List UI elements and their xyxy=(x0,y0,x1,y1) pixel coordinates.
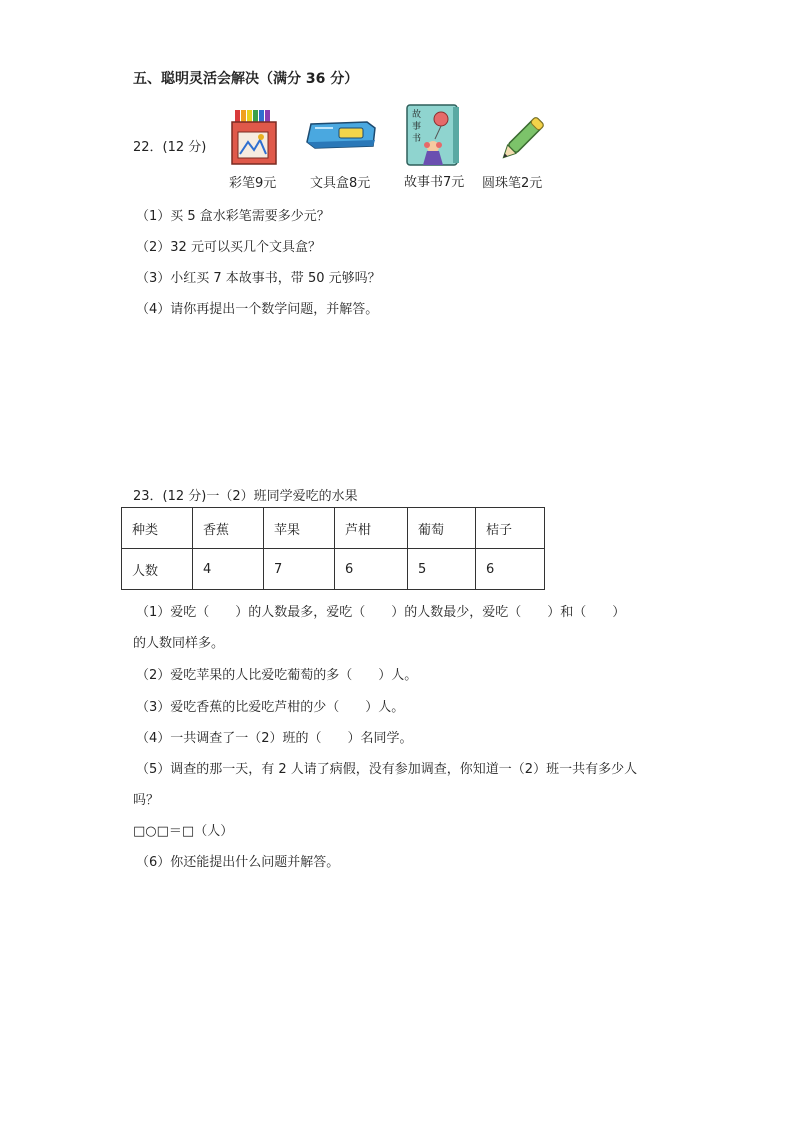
table-cell: 芦柑 xyxy=(335,508,408,549)
item-caption: 文具盒8元 xyxy=(310,176,371,191)
table-cell: 4 xyxy=(193,549,264,590)
q23-question-5: （5）调查的那一天，有 2 人请了病假，没有参加调查，你知道一（2）班一共有多少人 xyxy=(136,762,638,777)
q23-question-2: （2）爱吃苹果的人比爱吃葡萄的多（ ）人。 xyxy=(136,668,418,683)
table-cell: 苹果 xyxy=(264,508,335,549)
item-caption: 故事书7元 xyxy=(404,175,465,190)
book-cover-char-3: 书 xyxy=(412,134,422,144)
story-book-icon xyxy=(405,103,463,167)
item-story-book xyxy=(404,103,465,190)
q22-question-2: （2）32 元可以买几个文具盒？ xyxy=(136,240,321,255)
item-crayons xyxy=(229,108,279,191)
table-cell: 7 xyxy=(264,549,335,590)
question-22-label: 22．(12 分) xyxy=(133,140,207,155)
table-row xyxy=(122,549,545,590)
answer-template: □○□＝□（人） xyxy=(133,824,234,839)
book-cover-char-1: 故 xyxy=(412,110,422,120)
q23-question-1: （1）爱吃（ ）的人数最多，爱吃（ ）的人数最少，爱吃（ ）和（ ） xyxy=(136,605,626,620)
book-cover-char-2: 事 xyxy=(412,122,422,132)
table-cell: 桔子 xyxy=(476,508,545,549)
q22-question-1: （1）买 5 盒水彩笔需要多少元？ xyxy=(136,209,330,224)
q23-question-1-cont: 的人数同样多。 xyxy=(133,636,225,651)
item-caption: 圆珠笔2元 xyxy=(482,176,543,191)
q22-question-3: （3）小红买 7 本故事书，带 50 元够吗？ xyxy=(136,271,381,286)
table-cell: 6 xyxy=(335,549,408,590)
table-cell: 人数 xyxy=(122,549,193,590)
table-cell: 5 xyxy=(408,549,476,590)
q23-question-3: （3）爱吃香蕉的比爱吃芦柑的少（ ）人。 xyxy=(136,700,405,715)
table-cell: 葡萄 xyxy=(408,508,476,549)
item-caption: 彩笔9元 xyxy=(229,176,277,191)
crayon-box-icon xyxy=(229,108,279,166)
q23-question-6: （6）你还能提出什么问题并解答。 xyxy=(136,855,340,870)
pen-icon xyxy=(497,115,545,165)
section-title: 五、聪明灵活会解决（满分 36 分） xyxy=(133,71,359,87)
fruit-table xyxy=(121,507,545,590)
table-cell: 6 xyxy=(476,549,545,590)
question-23-label: 23．(12 分)一（2）班同学爱吃的水果 xyxy=(133,489,358,504)
q22-question-4: （4）请你再提出一个数学问题，并解答。 xyxy=(136,302,379,317)
item-pen xyxy=(482,115,545,191)
q23-question-5-cont: 吗？ xyxy=(133,793,160,808)
table-row xyxy=(122,508,545,549)
table-cell: 香蕉 xyxy=(193,508,264,549)
q23-question-4: （4）一共调查了一（2）班的（ ）名同学。 xyxy=(136,731,413,746)
table-cell: 种类 xyxy=(122,508,193,549)
pencil-case-icon xyxy=(305,118,377,152)
item-pencil-case xyxy=(305,118,377,191)
